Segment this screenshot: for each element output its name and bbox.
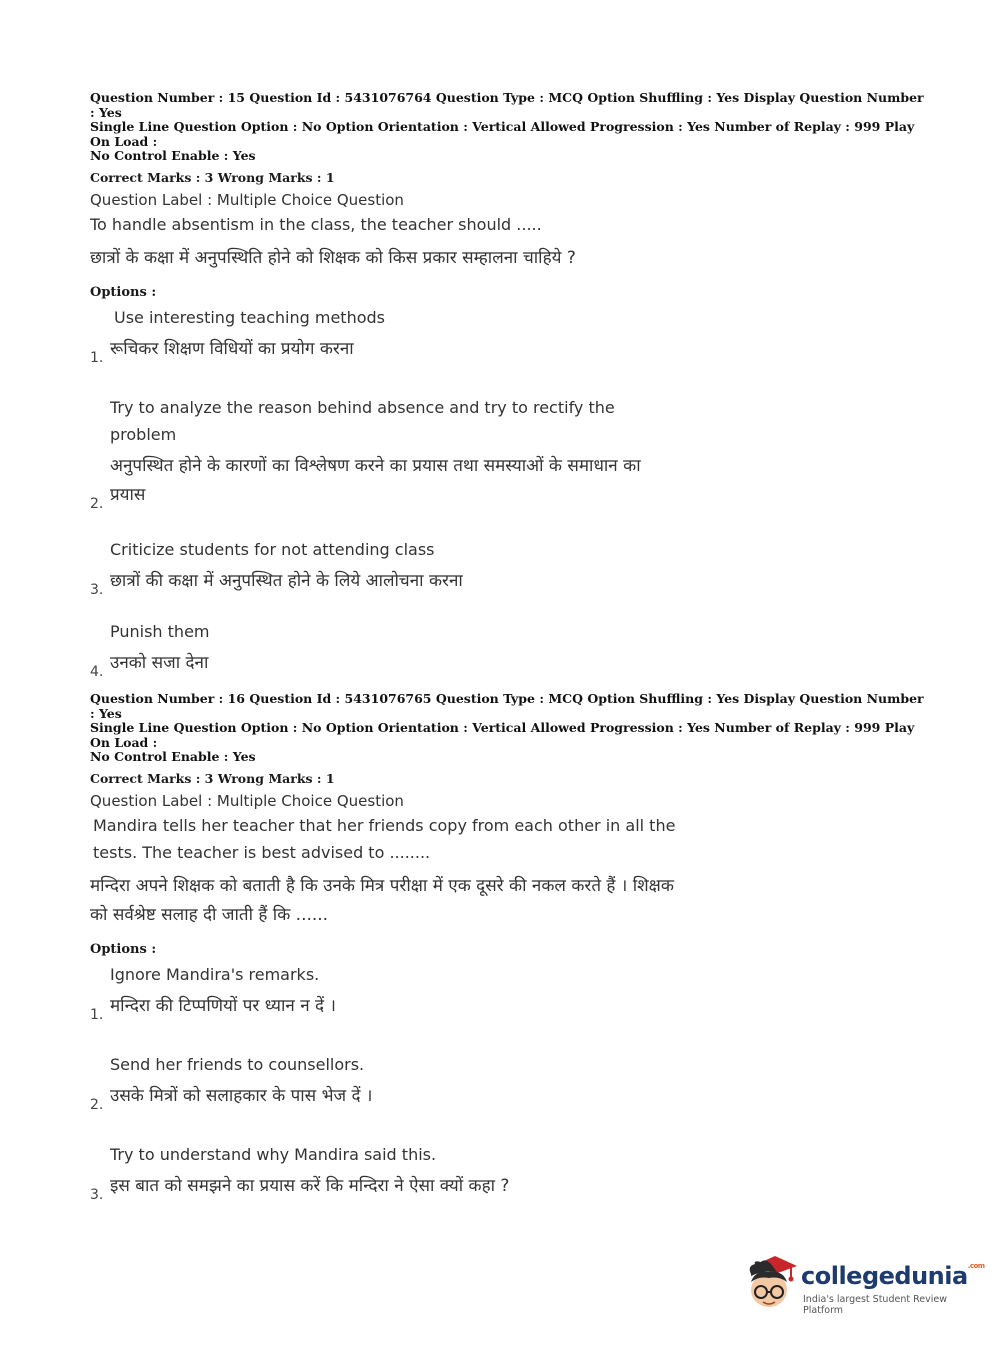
option-1 xyxy=(90,961,930,1021)
options-label: Options : xyxy=(90,941,157,957)
marks-line: Correct Marks : 3 Wrong Marks : 1 xyxy=(90,770,335,786)
logo-wordmark xyxy=(801,1262,985,1290)
meta-line: Question Number : 16 Question Id : 5431076765 Question Type : MCQ Option Shuffling : Yes Display Question Number : Yes xyxy=(90,691,924,721)
option-number: 4. xyxy=(90,663,104,680)
option-number: 2. xyxy=(90,495,104,512)
option-text-en: Try to understand why Mandira said this. xyxy=(110,1144,437,1164)
question-label: Question Label : Multiple Choice Question xyxy=(90,791,404,810)
option-number: 3. xyxy=(90,581,104,598)
option-3 xyxy=(90,1141,930,1201)
option-text-en: Use interesting teaching methods xyxy=(114,307,385,327)
option-2 xyxy=(90,394,930,510)
option-number: 2. xyxy=(90,1096,104,1113)
logo-suffix: .com xyxy=(967,1262,985,1270)
option-text-hi: उसके मित्रों को सलाहकार के पास भेज दें । xyxy=(110,1085,373,1106)
option-text-hi: रूचिकर शिक्षण विधियों का प्रयोग करना xyxy=(110,338,354,359)
question-text-hi: मन्दिरा अपने शिक्षक को बताती है कि उनके मित्र परीक्षा में एक दूसरे की नकल करते हैं । शिक्षक को सर्वश्रेष्ट सलाह दी जाती हैं कि ...... xyxy=(90,875,674,925)
meta-line: No Control Enable : Yes xyxy=(90,148,256,163)
mascot-icon xyxy=(743,1252,801,1314)
option-2 xyxy=(90,1051,930,1111)
question-label: Question Label : Multiple Choice Question xyxy=(90,190,404,209)
question-meta xyxy=(90,692,930,765)
option-number: 1. xyxy=(90,349,104,366)
meta-line: Single Line Question Option : No Option Orientation : Vertical Allowed Progression : Yes Number of Replay : 999 Play On Load : xyxy=(90,119,915,149)
question-text-hi: छात्रों के कक्षा में अनुपस्थिति होने को शिक्षक को किस प्रकार सम्हालना चाहिये ? xyxy=(90,247,576,268)
logo-name: collegedunia xyxy=(801,1262,968,1290)
option-text-en: Punish them xyxy=(110,621,210,641)
meta-line: No Control Enable : Yes xyxy=(90,749,256,764)
question-15 xyxy=(90,91,930,678)
option-text-en: Ignore Mandira's remarks. xyxy=(110,964,320,984)
option-text-en: Try to analyze the reason behind absence and try to rectify the problem xyxy=(110,397,615,444)
option-text-en: Send her friends to counsellors. xyxy=(110,1054,365,1074)
collegedunia-logo xyxy=(743,1250,985,1320)
question-text-en: To handle absentism in the class, the teacher should ..... xyxy=(90,214,542,234)
question-meta xyxy=(90,91,930,164)
question-text-en: Mandira tells her teacher that her friends copy from each other in all the tests. The teacher is best advised to ........ xyxy=(93,815,676,862)
question-16 xyxy=(90,692,930,1201)
option-text-hi: इस बात को समझने का प्रयास करें कि मन्दिरा ने ऐसा क्यों कहा ? xyxy=(110,1175,510,1196)
meta-line: Single Line Question Option : No Option Orientation : Vertical Allowed Progression : Yes Number of Replay : 999 Play On Load : xyxy=(90,720,915,750)
option-number: 3. xyxy=(90,1186,104,1203)
option-text-en: Criticize students for not attending class xyxy=(110,539,435,559)
option-number: 1. xyxy=(90,1006,104,1023)
meta-line: Question Number : 15 Question Id : 5431076764 Question Type : MCQ Option Shuffling : Yes Display Question Number : Yes xyxy=(90,90,924,120)
marks-line: Correct Marks : 3 Wrong Marks : 1 xyxy=(90,169,335,185)
option-text-hi: उनको सजा देना xyxy=(110,652,209,673)
logo-tagline: India's largest Student Review Platform xyxy=(803,1294,947,1316)
option-4 xyxy=(90,618,930,678)
option-3 xyxy=(90,536,930,596)
option-text-hi: मन्दिरा की टिप्पणियों पर ध्यान न दें । xyxy=(110,995,336,1016)
options-label: Options : xyxy=(90,284,157,300)
option-text-hi: छात्रों की कक्षा में अनुपस्थित होने के लिये आलोचना करना xyxy=(110,570,463,591)
option-text-hi: अनुपस्थित होने के कारणों का विश्लेषण करने का प्रयास तथा समस्याओं के समाधान का प्रयास xyxy=(110,455,641,505)
option-1 xyxy=(90,304,930,364)
